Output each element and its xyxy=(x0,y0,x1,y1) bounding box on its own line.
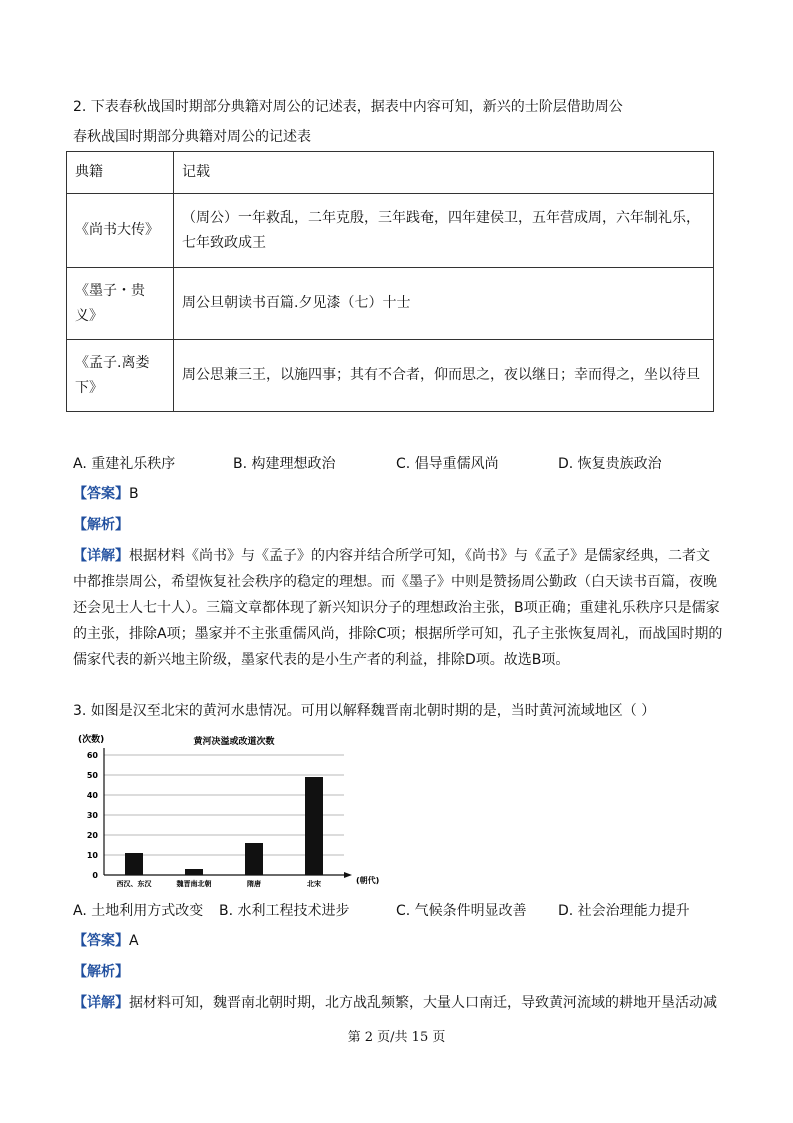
y-tick-label: 60 xyxy=(86,751,98,760)
table-header-record: 记载 xyxy=(174,152,714,194)
y-tick-label: 40 xyxy=(86,791,98,800)
table-header-book: 典籍 xyxy=(67,152,174,194)
q2-option-b[interactable]: B. 构建理想政治 xyxy=(233,456,336,472)
x-tick-label: 隋唐 xyxy=(247,880,261,888)
detail-text: 据材料可知，魏晋南北朝时期，北方战乱频繁，大量人口南迁，导致黄河流域的耕地开垦活动减 xyxy=(129,995,717,1011)
detail-label: 【详解】 xyxy=(73,995,129,1011)
q2-option-d[interactable]: D. 恢复贵族政治 xyxy=(558,456,662,472)
bar xyxy=(185,869,203,875)
q3-detail xyxy=(73,990,723,1016)
bar xyxy=(125,853,143,875)
q2-option-c[interactable]: C. 倡导重儒风尚 xyxy=(396,456,499,472)
yellow-river-chart xyxy=(76,730,380,890)
q3-stem: 3. 如图是汉至北宋的黄河水患情况。可用以解释魏晋南北朝时期的是，当时黄河流域地区（ ） xyxy=(73,703,656,719)
q2-table-title: 春秋战国时期部分典籍对周公的记述表 xyxy=(73,129,311,145)
q3-option-d[interactable]: D. 社会治理能力提升 xyxy=(558,903,690,919)
answer-value: A xyxy=(129,933,139,949)
q3-analysis-label xyxy=(73,962,129,982)
table-cell-record: 周公思兼三王，以施四事；其有不合者，仰而思之，夜以继日；幸而得之，坐以待旦 xyxy=(174,340,714,412)
y-tick-label: 30 xyxy=(86,811,98,820)
q2-detail xyxy=(73,543,723,673)
q2-stem: 2. 下表春秋战国时期部分典籍对周公的记述表，据表中内容可知，新兴的士阶层借助周公 xyxy=(73,99,623,115)
q2-record-table xyxy=(66,151,714,412)
page-footer: 第 2 页/共 15 页 xyxy=(347,1030,446,1045)
x-tick-label: 魏晋南北朝 xyxy=(176,880,212,888)
bar xyxy=(305,777,323,875)
table-cell-book: 《孟子.离娄下》 xyxy=(67,340,174,412)
y-tick-label: 10 xyxy=(86,851,98,860)
x-axis-arrow xyxy=(344,872,352,878)
table-cell-record: （周公）一年救乱，二年克殷，三年践奄，四年建侯卫，五年营成周，六年制礼乐，七年致政成王 xyxy=(174,194,714,268)
chart-title: 黄河决溢或改道次数 xyxy=(193,737,275,747)
q2-option-a[interactable]: A. 重建礼乐秩序 xyxy=(73,456,176,472)
q2-analysis-label xyxy=(73,515,129,535)
detail-text: 根据材料《尚书》与《孟子》的内容并结合所学可知，《尚书》与《孟子》是儒家经典，二者文中都推崇周公，希望恢复社会秩序的稳定的理想。而《墨子》中则是赞扬周公勤政（白天读书百篇，夜晚还会见士人七十人）。三篇文章都体现了新兴知识分子的理想政治主张，B项正确；重建礼乐秩序只是儒家的主张，排除A项；墨家并不主张重儒风尚，排除C项；根据所学可知，孔子主张恢复周礼，而战国时期的儒家代表的新兴地主阶级，墨家代表的是小生产者的利益，排除D项。故选B项。 xyxy=(73,548,723,668)
q2-options xyxy=(73,454,723,474)
answer-label: 【答案】 xyxy=(73,486,129,502)
y-tick-label: 50 xyxy=(86,771,98,780)
q3-option-c[interactable]: C. 气候条件明显改善 xyxy=(396,903,527,919)
y-axis-label: (次数) xyxy=(78,735,105,745)
q3-options xyxy=(73,901,723,921)
x-tick-label: 北宋 xyxy=(307,880,321,888)
bar xyxy=(245,843,263,875)
y-tick-label: 20 xyxy=(86,831,98,840)
x-tick-label: 西汉、东汉 xyxy=(116,880,152,888)
q3-answer xyxy=(73,931,139,951)
table-cell-record: 周公旦朝读书百篇.夕见漆（七）十士 xyxy=(174,268,714,340)
answer-value: B xyxy=(129,486,139,502)
table-row xyxy=(67,268,714,340)
table-cell-book: 《尚书大传》 xyxy=(67,194,174,268)
q2-answer xyxy=(73,484,139,504)
analysis-label: 【解析】 xyxy=(73,517,129,533)
table-row xyxy=(67,340,714,412)
q3-option-b[interactable]: B. 水利工程技术进步 xyxy=(219,903,350,919)
table-cell-book: 《墨子・贵义》 xyxy=(67,268,174,340)
table-header-row xyxy=(67,152,714,194)
detail-label: 【详解】 xyxy=(73,548,129,564)
table-row xyxy=(67,194,714,268)
y-tick-label: 0 xyxy=(92,871,98,880)
q3-option-a[interactable]: A. 土地利用方式改变 xyxy=(73,903,204,919)
answer-label: 【答案】 xyxy=(73,933,129,949)
analysis-label: 【解析】 xyxy=(73,964,129,980)
x-axis-label: (朝代) xyxy=(356,876,380,885)
